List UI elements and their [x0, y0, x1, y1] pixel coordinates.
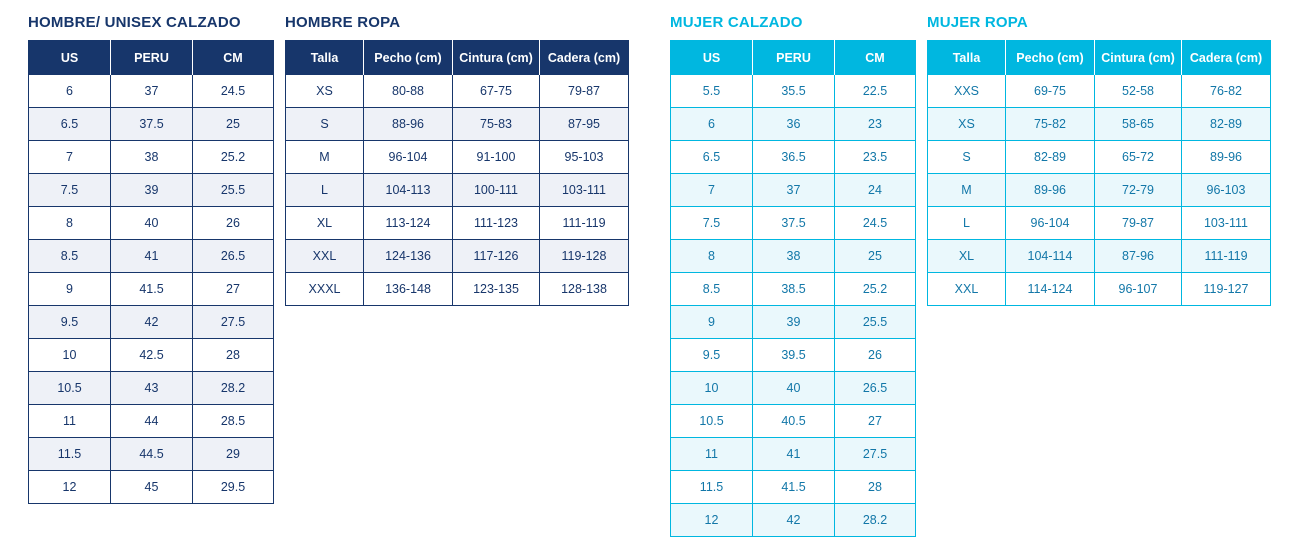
table-cell: 8 — [671, 240, 753, 273]
table-cell: 65-72 — [1095, 141, 1182, 174]
table-cell: 28 — [835, 471, 916, 504]
table-cell: XL — [286, 207, 364, 240]
table-row — [671, 504, 916, 537]
table-cell: 95-103 — [540, 141, 629, 174]
table-cell: 91-100 — [453, 141, 540, 174]
table-cell: 43 — [111, 372, 193, 405]
table-cell: 111-123 — [453, 207, 540, 240]
table-cell: 44.5 — [111, 438, 193, 471]
table-row — [671, 141, 916, 174]
table-cell: 12 — [29, 471, 111, 504]
table-cell: 37.5 — [753, 207, 835, 240]
table-row — [29, 438, 274, 471]
table-cell: 39 — [111, 174, 193, 207]
table-row — [29, 207, 274, 240]
table-cell: 26 — [835, 339, 916, 372]
table-cell: 7.5 — [671, 207, 753, 240]
column-header-cadera-cm: Cadera (cm) — [1182, 41, 1271, 75]
hombre-unisex-calzado-section — [28, 14, 274, 504]
table-row — [671, 339, 916, 372]
table-cell: S — [928, 141, 1006, 174]
table-cell: 25 — [835, 240, 916, 273]
table-cell: 75-83 — [453, 108, 540, 141]
table-cell: 11 — [671, 438, 753, 471]
table-cell: 96-107 — [1095, 273, 1182, 306]
mujer-calzado-title: MUJER CALZADO — [670, 14, 803, 31]
table-body — [29, 75, 274, 504]
table-cell: 11.5 — [29, 438, 111, 471]
table-cell: 26 — [193, 207, 274, 240]
table-cell: 6 — [671, 108, 753, 141]
mujer-ropa-section — [927, 14, 1271, 306]
table-row — [29, 174, 274, 207]
table-cell: 87-95 — [540, 108, 629, 141]
table-cell: 27.5 — [835, 438, 916, 471]
table-cell: 28 — [193, 339, 274, 372]
table-cell: 119-128 — [540, 240, 629, 273]
table-row — [928, 174, 1271, 207]
table-cell: 42 — [753, 504, 835, 537]
table-cell: 25.2 — [193, 141, 274, 174]
table-cell: 22.5 — [835, 75, 916, 108]
table-row — [671, 174, 916, 207]
table-cell: 124-136 — [364, 240, 453, 273]
column-header-peru: PERU — [111, 41, 193, 75]
table-row — [928, 108, 1271, 141]
table-cell: 82-89 — [1006, 141, 1095, 174]
table-header-row — [671, 41, 916, 75]
column-header-pecho-cm: Pecho (cm) — [364, 41, 453, 75]
table-cell: 40 — [753, 372, 835, 405]
table-cell: 36.5 — [753, 141, 835, 174]
table-row — [29, 273, 274, 306]
table-row — [29, 108, 274, 141]
table-row — [29, 372, 274, 405]
table-row — [29, 141, 274, 174]
table-cell: 103-111 — [540, 174, 629, 207]
table-cell: 29 — [193, 438, 274, 471]
table-cell: 113-124 — [364, 207, 453, 240]
table-cell: 27 — [193, 273, 274, 306]
table-cell: 103-111 — [1182, 207, 1271, 240]
table-header-row — [928, 41, 1271, 75]
table-row — [286, 273, 629, 306]
table-cell: 38 — [111, 141, 193, 174]
column-header-us: US — [29, 41, 111, 75]
table-cell: 41.5 — [753, 471, 835, 504]
table-cell: 128-138 — [540, 273, 629, 306]
table-cell: 104-113 — [364, 174, 453, 207]
table-cell: 6 — [29, 75, 111, 108]
table-cell: 8 — [29, 207, 111, 240]
table-header — [286, 41, 629, 75]
table-row — [671, 438, 916, 471]
table-cell: 28.2 — [835, 504, 916, 537]
table-cell: 80-88 — [364, 75, 453, 108]
table-row — [286, 240, 629, 273]
table-cell: 6.5 — [29, 108, 111, 141]
table-cell: 96-104 — [1006, 207, 1095, 240]
table-cell: 24.5 — [193, 75, 274, 108]
table-cell: 119-127 — [1182, 273, 1271, 306]
table-cell: 28.5 — [193, 405, 274, 438]
table-row — [29, 306, 274, 339]
table-row — [928, 207, 1271, 240]
table-body — [671, 75, 916, 537]
column-header-cintura-cm: Cintura (cm) — [453, 41, 540, 75]
column-header-cadera-cm: Cadera (cm) — [540, 41, 629, 75]
table-row — [671, 207, 916, 240]
table-row — [671, 273, 916, 306]
table-row — [286, 108, 629, 141]
table-header — [671, 41, 916, 75]
mujer-calzado-table — [670, 40, 916, 537]
table-cell: 25.5 — [835, 306, 916, 339]
table-cell: XXL — [928, 273, 1006, 306]
table-cell: 12 — [671, 504, 753, 537]
table-cell: 10.5 — [671, 405, 753, 438]
table-body — [286, 75, 629, 306]
table-cell: 36 — [753, 108, 835, 141]
table-cell: 100-111 — [453, 174, 540, 207]
table-cell: 25.5 — [193, 174, 274, 207]
table-row — [286, 174, 629, 207]
table-row — [671, 240, 916, 273]
table-cell: 11.5 — [671, 471, 753, 504]
table-cell: 26.5 — [835, 372, 916, 405]
mujer-ropa-table — [927, 40, 1271, 306]
table-cell: 40.5 — [753, 405, 835, 438]
table-cell: 37.5 — [111, 108, 193, 141]
table-row — [671, 405, 916, 438]
table-cell: 9.5 — [671, 339, 753, 372]
table-row — [671, 372, 916, 405]
table-cell: 7 — [29, 141, 111, 174]
hombre-ropa-section — [285, 14, 629, 306]
table-cell: 23.5 — [835, 141, 916, 174]
table-cell: 24.5 — [835, 207, 916, 240]
table-cell: 25 — [193, 108, 274, 141]
table-row — [671, 75, 916, 108]
table-cell: 8.5 — [29, 240, 111, 273]
column-header-us: US — [671, 41, 753, 75]
column-header-pecho-cm: Pecho (cm) — [1006, 41, 1095, 75]
table-body — [928, 75, 1271, 306]
hombre-ropa-table — [285, 40, 629, 306]
table-cell: 8.5 — [671, 273, 753, 306]
table-cell: XS — [928, 108, 1006, 141]
mujer-ropa-title: MUJER ROPA — [927, 14, 1028, 31]
table-row — [671, 306, 916, 339]
table-cell: 38.5 — [753, 273, 835, 306]
table-cell: 41 — [111, 240, 193, 273]
table-row — [286, 75, 629, 108]
table-cell: 27 — [835, 405, 916, 438]
table-row — [29, 405, 274, 438]
table-cell: 69-75 — [1006, 75, 1095, 108]
hombre-unisex-calzado-table — [28, 40, 274, 504]
table-row — [286, 141, 629, 174]
table-row — [29, 240, 274, 273]
table-cell: M — [286, 141, 364, 174]
table-cell: L — [286, 174, 364, 207]
table-cell: S — [286, 108, 364, 141]
table-cell: 6.5 — [671, 141, 753, 174]
hombre-ropa-title: HOMBRE ROPA — [285, 14, 401, 31]
column-header-peru: PERU — [753, 41, 835, 75]
table-row — [928, 240, 1271, 273]
table-cell: 27.5 — [193, 306, 274, 339]
table-header-row — [29, 41, 274, 75]
table-cell: 111-119 — [1182, 240, 1271, 273]
table-cell: 39.5 — [753, 339, 835, 372]
table-cell: XXL — [286, 240, 364, 273]
column-header-cm: CM — [835, 41, 916, 75]
table-cell: 123-135 — [453, 273, 540, 306]
table-row — [928, 75, 1271, 108]
table-cell: 10.5 — [29, 372, 111, 405]
table-cell: 75-82 — [1006, 108, 1095, 141]
table-cell: 41 — [753, 438, 835, 471]
table-cell: 44 — [111, 405, 193, 438]
table-cell: 82-89 — [1182, 108, 1271, 141]
table-cell: 9 — [29, 273, 111, 306]
table-cell: 136-148 — [364, 273, 453, 306]
table-cell: XS — [286, 75, 364, 108]
table-cell: 42 — [111, 306, 193, 339]
table-cell: 104-114 — [1006, 240, 1095, 273]
column-header-cintura-cm: Cintura (cm) — [1095, 41, 1182, 75]
table-header — [29, 41, 274, 75]
table-cell: 37 — [111, 75, 193, 108]
table-cell: 39 — [753, 306, 835, 339]
table-cell: 76-82 — [1182, 75, 1271, 108]
table-cell: 38 — [753, 240, 835, 273]
table-cell: 96-103 — [1182, 174, 1271, 207]
table-cell: 9 — [671, 306, 753, 339]
table-cell: 79-87 — [1095, 207, 1182, 240]
table-header — [928, 41, 1271, 75]
table-cell: 7 — [671, 174, 753, 207]
table-cell: 45 — [111, 471, 193, 504]
table-cell: 11 — [29, 405, 111, 438]
table-cell: 87-96 — [1095, 240, 1182, 273]
hombre-unisex-calzado-title: HOMBRE/ UNISEX CALZADO — [28, 14, 241, 31]
table-cell: 5.5 — [671, 75, 753, 108]
table-cell: 29.5 — [193, 471, 274, 504]
table-cell: 24 — [835, 174, 916, 207]
table-row — [29, 75, 274, 108]
table-cell: 37 — [753, 174, 835, 207]
table-cell: 42.5 — [111, 339, 193, 372]
table-cell: 7.5 — [29, 174, 111, 207]
table-cell: 41.5 — [111, 273, 193, 306]
column-header-cm: CM — [193, 41, 274, 75]
table-cell: XXS — [928, 75, 1006, 108]
table-cell: 9.5 — [29, 306, 111, 339]
table-cell: XXXL — [286, 273, 364, 306]
table-cell: 88-96 — [364, 108, 453, 141]
table-cell: 72-79 — [1095, 174, 1182, 207]
table-cell: 111-119 — [540, 207, 629, 240]
table-cell: 89-96 — [1182, 141, 1271, 174]
table-cell: 28.2 — [193, 372, 274, 405]
table-cell: 79-87 — [540, 75, 629, 108]
table-row — [928, 141, 1271, 174]
table-cell: 67-75 — [453, 75, 540, 108]
table-header-row — [286, 41, 629, 75]
table-row — [29, 339, 274, 372]
table-cell: 114-124 — [1006, 273, 1095, 306]
column-header-talla: Talla — [928, 41, 1006, 75]
table-row — [286, 207, 629, 240]
table-cell: 10 — [29, 339, 111, 372]
table-cell: 40 — [111, 207, 193, 240]
table-cell: 58-65 — [1095, 108, 1182, 141]
table-row — [671, 471, 916, 504]
table-cell: 35.5 — [753, 75, 835, 108]
table-cell: M — [928, 174, 1006, 207]
table-row — [928, 273, 1271, 306]
mujer-calzado-section — [670, 14, 916, 537]
table-cell: XL — [928, 240, 1006, 273]
table-row — [671, 108, 916, 141]
table-cell: 23 — [835, 108, 916, 141]
table-cell: 26.5 — [193, 240, 274, 273]
column-header-talla: Talla — [286, 41, 364, 75]
table-cell: L — [928, 207, 1006, 240]
table-row — [29, 471, 274, 504]
table-cell: 52-58 — [1095, 75, 1182, 108]
table-cell: 89-96 — [1006, 174, 1095, 207]
table-cell: 96-104 — [364, 141, 453, 174]
table-cell: 10 — [671, 372, 753, 405]
table-cell: 25.2 — [835, 273, 916, 306]
table-cell: 117-126 — [453, 240, 540, 273]
